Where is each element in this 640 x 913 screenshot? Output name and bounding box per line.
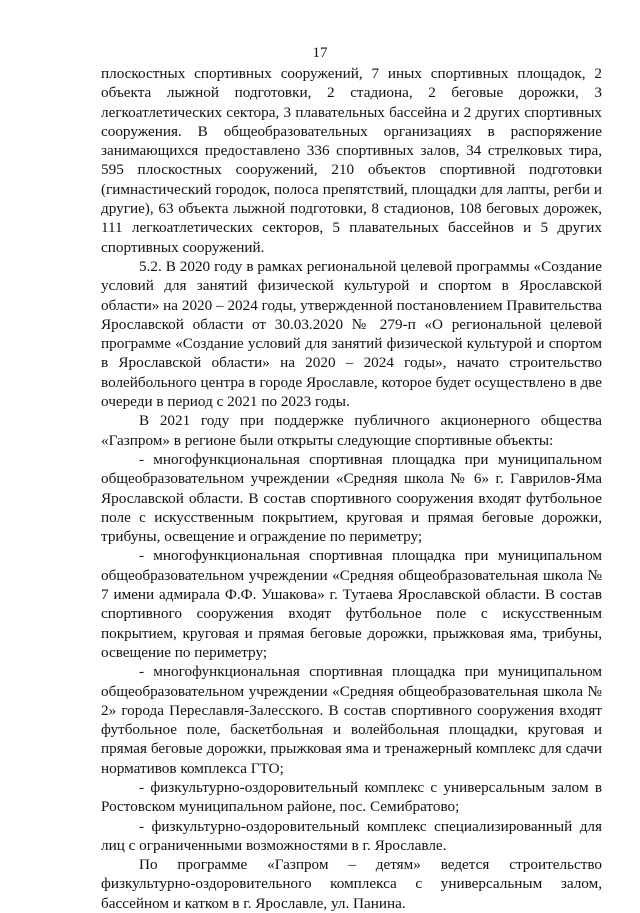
list-item: - многофункциональная спортивная площадка при муниципальном общеобразовательном учреждении «Средняя школа № 6» г. Гаврилов-Яма Ярославской области. В состав спортивного сооружения входят футбольное поле с искусственным покрытием, круговая и прямая беговые дорожки, трибуны, освещение и ограждение по периметру;	[101, 450, 602, 546]
page-number: 17	[312, 45, 328, 61]
paragraph: По программе «Газпром – детям» ведется строительство физкультурно-оздоровительного комплекса с универсальным залом, бассейном и катком в г. Ярославле, ул. Панина.	[101, 856, 602, 912]
list-item: - физкультурно-оздоровительный комплекс с универсальным залом в Ростовском муниципальном районе, пос. Семибратово;	[101, 778, 602, 816]
list-item: - многофункциональная спортивная площадка при муниципальном общеобразовательном учреждении «Средняя общеобразовательная школа № 7 имени адмирала Ф.Ф. Ушакова» г. Тутаева Ярославской области. В состав спортивного сооружения входят футбольное поле с искусственным покрытием, круговая и прямая беговые дорожки, прыжковая яма, трибуны, освещение по периметру;	[101, 547, 602, 661]
paragraph: 5.2. В 2020 году в рамках региональной целевой программы «Создание условий для занятий физической культурой и спортом в Ярославской области» на 2020 – 2024 годы, утвержденной постановлением Правительства Ярославской области от 30.03.2020 № 279-п «О региональной целевой программе «Создание условий для занятий физической культурой и спортом в Ярославской области» на 2020 – 2024 годы», начато строительство волейбольного центра в городе Ярославле, которое будет осуществлено в две очереди в период с 2021 по 2023 годы.	[101, 257, 602, 411]
document-body	[101, 64, 602, 913]
paragraph: плоскостных спортивных сооружений, 7 иных спортивных площадок, 2 объекта лыжной подготовки, 2 стадиона, 2 беговые дорожки, 3 легкоатлетических сектора, 3 плавательных бассейна и 2 других спортивных сооружения. В общеобразовательных организациях в распоряжение занимающихся предоставлено 336 спортивных залов, 34 стрелковых тира, 595 плоскостных сооружений, 210 объектов спортивной подготовки (гимнастический городок, полоса препятствий, площадки для лапты, регби и другие), 63 объекта лыжной подготовки, 8 стадионов, 108 беговых дорожек, 111 легкоатлетических секторов, 5 плавательных бассейнов и 5 других спортивных сооружений.	[101, 65, 602, 256]
paragraph: В 2021 году при поддержке публичного акционерного общества «Газпром» в регионе были открыты следующие спортивные объекты:	[101, 412, 602, 449]
list-item: - многофункциональная спортивная площадка при муниципальном общеобразовательном учреждении «Средняя общеобразовательная школа № 2» города Переславля-Залесского. В состав спортивного сооружения входят футбольное поле, баскетбольная и волейбольная площадки, круговая и прямая беговые дорожки, прыжковая яма и тренажерный комплекс для сдачи нормативов комплекса ГТО;	[101, 663, 602, 777]
list-item: - физкультурно-оздоровительный комплекс специализированный для лиц с ограниченными возможностями в г. Ярославле.	[101, 817, 602, 854]
